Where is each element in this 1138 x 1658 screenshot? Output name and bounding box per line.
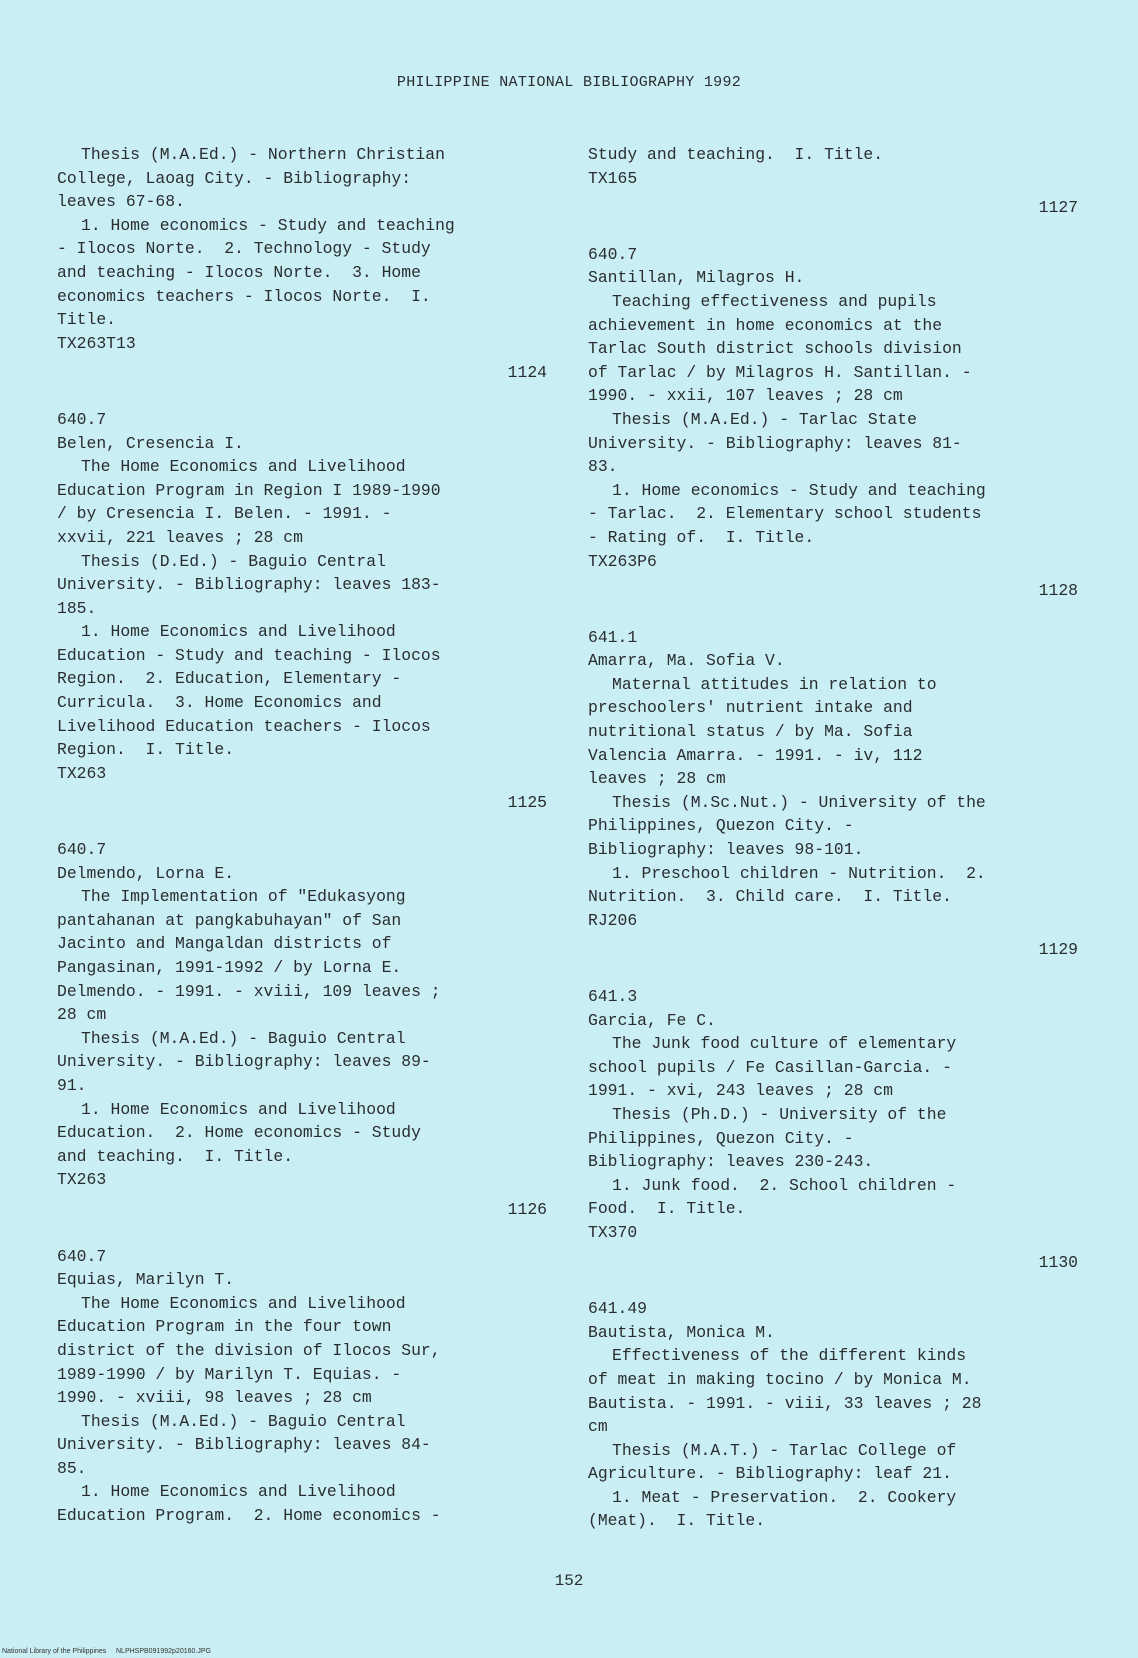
entry-gap — [57, 385, 547, 408]
text-line: The Home Economics and Livelihood — [81, 1293, 406, 1313]
text-line: Equias, Marilyn T. — [57, 1270, 235, 1290]
text-line: TX263 — [57, 1170, 107, 1190]
text-line: Thesis (M.Sc.Nut.) - University of the — [612, 792, 986, 812]
text-line: Curricula. 3. Home Economics and — [57, 693, 382, 713]
text-line: - Rating of. I. Title. — [588, 527, 815, 547]
text-line: TX263 — [57, 763, 107, 783]
text-line: Santillan, Milagros H. — [588, 268, 805, 288]
text-line: Bibliography: leaves 230-243. — [588, 1152, 874, 1172]
text-line: Thesis (M.A.Ed.) - Northern Christian — [81, 145, 445, 164]
text-line: Livelihood Education teachers - Ilocos — [57, 716, 431, 736]
text-line: Pangasinan, 1991-1992 / by Lorna E. — [57, 958, 402, 977]
text-line: achievement in home economics at the — [588, 315, 943, 335]
entry-gap — [588, 962, 1078, 985]
entry-number: 1125 — [507, 793, 547, 813]
text-line: and teaching - Ilocos Norte. 3. Home — [57, 262, 421, 282]
text-line: Food. I. Title. — [588, 1199, 746, 1219]
text-line: Bautista, Monica M. — [588, 1322, 775, 1342]
text-line: The Implementation of "Edukasyong — [81, 887, 406, 907]
entry-gap — [588, 220, 1078, 243]
text-line: 1. Home economics - Study and teaching — [81, 215, 455, 235]
text-line: College, Laoag City. - Bibliography: — [57, 168, 412, 188]
text-line: 1. Home Economics and Livelihood — [81, 1099, 396, 1119]
text-line: Delmendo. - 1991. - xviii, 109 leaves ; — [57, 981, 441, 1001]
text-line: Thesis (Ph.D.) - University of the — [612, 1104, 947, 1124]
text-line: 641.49 — [588, 1299, 648, 1319]
text-line: leaves 67-68. — [57, 192, 185, 212]
right-column — [588, 143, 1078, 1533]
text-line: - Ilocos Norte. 2. Technology - Study — [57, 239, 431, 259]
text-line: 1991. - xvi, 243 leaves ; 28 cm — [588, 1081, 893, 1101]
text-line: 1990. - xviii, 98 leaves ; 28 cm — [57, 1388, 372, 1408]
text-line: 641.1 — [588, 627, 638, 647]
text-line: 1. Preschool children - Nutrition. 2. — [612, 863, 986, 883]
text-line: Thesis (M.A.Ed.) - Baguio Central — [81, 1028, 406, 1048]
text-line: 85. — [57, 1458, 87, 1478]
text-line: Education Program in Region I 1989-1990 — [57, 480, 441, 500]
entry-gap — [57, 815, 547, 838]
text-line: Education Program. 2. Home economics - — [57, 1506, 441, 1526]
text-line: Thesis (M.A.T.) - Tarlac College of — [612, 1440, 957, 1460]
text-line: 640.7 — [57, 1246, 107, 1266]
text-line: leaves ; 28 cm — [588, 769, 726, 789]
text-line: TX165 — [588, 168, 638, 188]
text-line: Teaching effectiveness and pupils — [612, 291, 937, 311]
text-line: school pupils / Fe Casillan-Garcia. - — [588, 1057, 952, 1077]
text-line: 91. — [57, 1075, 87, 1095]
text-line: University. - Bibliography: leaves 89- — [57, 1052, 431, 1072]
entry-gap — [588, 603, 1078, 626]
text-line: 1. Meat - Preservation. 2. Cookery — [612, 1487, 957, 1507]
text-line: Education - Study and teaching - Ilocos — [57, 645, 441, 665]
text-line: Belen, Cresencia I. — [57, 433, 244, 453]
entry-number: 1127 — [1038, 198, 1078, 218]
page-number: 152 — [554, 1572, 584, 1590]
text-line: 1. Home Economics and Livelihood — [81, 622, 396, 642]
text-line: 640.7 — [57, 840, 107, 860]
entry-gap — [588, 1274, 1078, 1297]
text-line: RJ206 — [588, 910, 638, 930]
text-line: preschoolers' nutrient intake and — [588, 698, 913, 718]
entry-number: 1124 — [507, 363, 547, 383]
text-line: Thesis (M.A.Ed.) - Baguio Central — [81, 1411, 406, 1431]
text-line: Amarra, Ma. Sofia V. — [588, 651, 785, 671]
text-line: 1989-1990 / by Marilyn T. Equias. - — [57, 1364, 402, 1384]
text-line: of meat in making tocino / by Monica M. — [588, 1369, 972, 1389]
text-line: TX263T13 — [57, 333, 136, 353]
text-line: Agriculture. - Bibliography: leaf 21. — [588, 1464, 952, 1484]
text-line: Valencia Amarra. - 1991. - iv, 112 — [588, 745, 923, 765]
entry-gap — [57, 1222, 547, 1245]
text-line: TX263P6 — [588, 551, 657, 571]
text-line: Thesis (M.A.Ed.) - Tarlac State — [612, 409, 917, 429]
text-line: Thesis (D.Ed.) - Baguio Central — [81, 551, 386, 571]
scan-footer: National Library of the Philippines NLPHSPB091992p20160.JPG — [2, 1648, 211, 1655]
text-line: Garcia, Fe C. — [588, 1010, 716, 1030]
text-line: 185. — [57, 598, 97, 618]
text-line: district of the division of Ilocos Sur, — [57, 1340, 441, 1360]
left-column — [57, 143, 547, 1528]
text-line: Effectiveness of the different kinds — [612, 1346, 967, 1366]
text-line: Delmendo, Lorna E. — [57, 863, 235, 883]
text-line: University. - Bibliography: leaves 183- — [57, 575, 441, 595]
text-line: University. - Bibliography: leaves 81- — [588, 433, 962, 453]
text-line: - Tarlac. 2. Elementary school students — [588, 504, 982, 524]
text-line: Tarlac South district schools division — [588, 339, 962, 359]
text-line: TX370 — [588, 1222, 638, 1242]
text-line: 1. Home Economics and Livelihood — [81, 1482, 396, 1502]
text-line: Maternal attitudes in relation to — [612, 674, 937, 694]
text-line: cm — [588, 1417, 608, 1437]
text-line: pantahanan at pangkabuhayan" of San — [57, 910, 402, 930]
text-line: 640.7 — [57, 409, 107, 429]
text-line: 1990. - xxii, 107 leaves ; 28 cm — [588, 386, 903, 406]
text-line: Philippines, Quezon City. - — [588, 816, 854, 836]
entry-number: 1128 — [1038, 581, 1078, 601]
text-line: of Tarlac / by Milagros H. Santillan. - — [588, 362, 972, 382]
text-line: Bautista. - 1991. - viii, 33 leaves ; 28 — [588, 1393, 982, 1413]
text-line: xxvii, 221 leaves ; 28 cm — [57, 527, 303, 547]
text-line: Education. 2. Home economics - Study — [57, 1123, 421, 1143]
entry-number: 1129 — [1038, 940, 1078, 960]
text-line: Philippines, Quezon City. - — [588, 1128, 854, 1148]
text-line: 83. — [588, 457, 618, 477]
text-line: Education Program in the four town — [57, 1317, 392, 1337]
text-line: Title. — [57, 310, 117, 330]
text-line: Jacinto and Mangaldan districts of — [57, 934, 392, 954]
text-line: nutritional status / by Ma. Sofia — [588, 722, 913, 742]
text-line: and teaching. I. Title. — [57, 1146, 294, 1166]
text-line: economics teachers - Ilocos Norte. I. — [57, 286, 431, 306]
text-line: The Junk food culture of elementary — [612, 1034, 957, 1054]
text-line: / by Cresencia I. Belen. - 1991. - — [57, 504, 392, 524]
text-line: Bibliography: leaves 98-101. — [588, 840, 864, 860]
page-header: PHILIPPINE NATIONAL BIBLIOGRAPHY 1992 — [396, 74, 742, 91]
text-line: 641.3 — [588, 987, 638, 1006]
text-line: 1. Home economics - Study and teaching — [612, 480, 986, 500]
entry-number: 1130 — [1038, 1252, 1078, 1272]
text-line: Region. I. Title. — [57, 740, 235, 760]
text-line: University. - Bibliography: leaves 84- — [57, 1435, 431, 1455]
text-line: (Meat). I. Title. — [588, 1511, 766, 1531]
text-line: 1. Junk food. 2. School children - — [612, 1175, 957, 1195]
text-line: 640.7 — [588, 244, 638, 264]
text-line: 28 cm — [57, 1005, 107, 1025]
entry-number: 1126 — [507, 1199, 547, 1219]
text-line: Region. 2. Education, Elementary - — [57, 669, 402, 689]
text-line: Study and teaching. I. Title. — [588, 145, 884, 164]
text-line: Nutrition. 3. Child care. I. Title. — [588, 887, 952, 907]
text-line: The Home Economics and Livelihood — [81, 457, 406, 477]
